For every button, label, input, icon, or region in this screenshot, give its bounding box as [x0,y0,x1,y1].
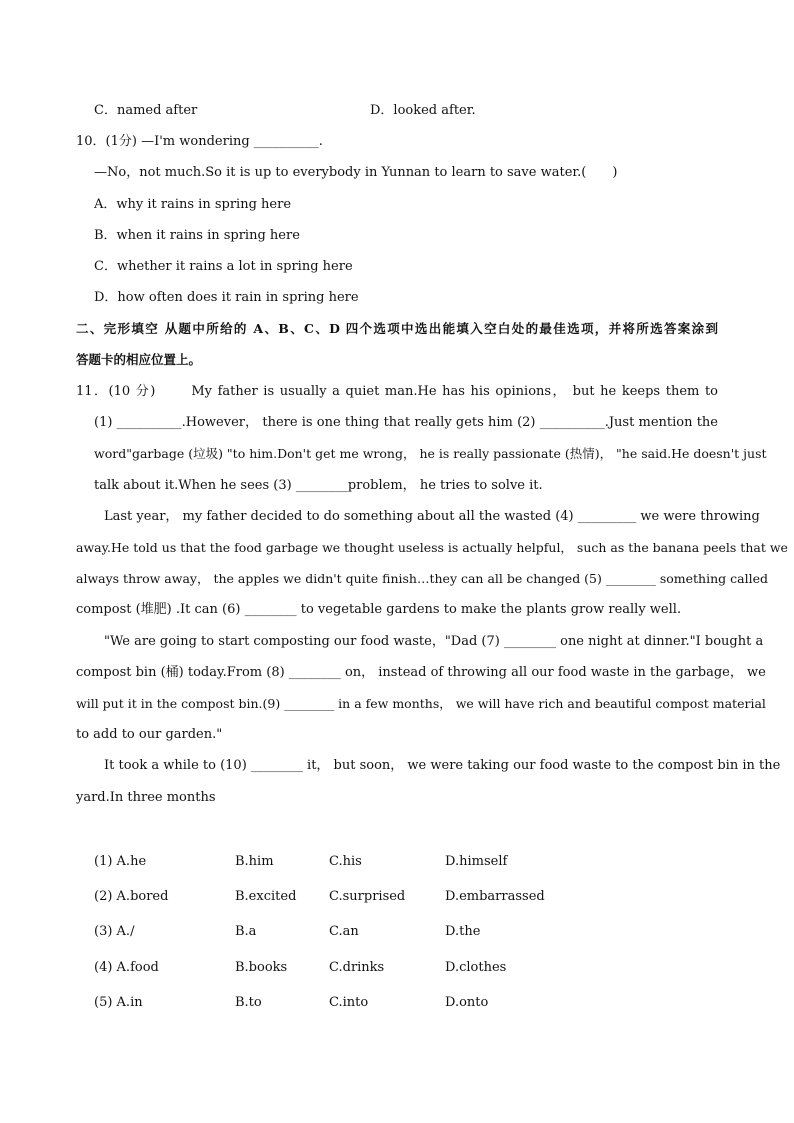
q10-option-a: A．why it rains in spring here [94,197,292,212]
choice-3-d: D.the [445,924,481,939]
passage-line-13: It took a while to (10) ________ it， but soon， we were taking our food waste to the compost bin in the [104,758,781,773]
passage-line-7: always throw away， the apples we didn't quite finish…they can all be changed (5) ________ something called [76,571,768,586]
choice-4-c: C.drinks [329,960,385,975]
choice-2-b: B.excited [235,889,297,904]
choice-3-b: B.a [235,924,257,939]
passage-line-12: to add to our garden." [76,727,223,742]
q9-option-d: D．looked after. [370,103,476,118]
choice-3-c: C.an [329,924,359,939]
passage-line-2: (1) __________.However， there is one thing that really gets him (2) __________.Just mention the [94,415,718,430]
choice-1-d: D.himself [445,854,508,869]
choice-4-d: D.clothes [445,960,507,975]
section-heading-line2: 答题卡的相应位置上。 [76,352,202,367]
passage-line-10: compost bin (桶) today.From (8) ________ on， instead of throwing all our food waste in the garbage， we [76,665,766,680]
choice-1-b: B.him [235,854,274,869]
q9-option-c: C．named after [94,103,198,118]
choice-4-b: B.books [235,960,288,975]
passage-line-4: talk about it.When he sees (3) ________problem， he tries to solve it. [94,478,543,493]
choice-5-c: C.into [329,995,369,1010]
choice-2-c: C.surprised [329,889,406,904]
choice-5-a: (5) A.in [94,995,143,1010]
q10-reply: —No，not much.So it is up to everybody in Yunnan to learn to save water.( ) [94,165,618,180]
choice-1-a: (1) A.he [94,854,147,869]
passage-line-11: will put it in the compost bin.(9) ________ in a few months， we will have rich and beautiful compost material [76,696,766,711]
choice-3-a: (3) A./ [94,924,135,939]
q10-option-c: C．whether it rains a lot in spring here [94,259,353,274]
passage-line-9: "We are going to start composting our food waste，"Dad (7) ________ one night at dinner."I bought a [104,634,764,649]
q10-stem: 10．(1分) —I'm wondering __________. [76,134,323,149]
section-heading-line1: 二、完形填空 从题中所给的 A、B、C、D 四个选项中选出能填入空白处的最佳选项，并将所选答案涂到 [76,321,718,336]
choice-5-b: B.to [235,995,262,1010]
choice-4-a: (4) A.food [94,960,159,975]
passage-line-6: away.He told us that the food garbage we thought useless is actually helpful， such as the banana peels that we [76,540,788,555]
passage-line-8: compost (堆肥) .It can (6) ________ to vegetable gardens to make the plants grow really well. [76,602,682,617]
q10-option-b: B．when it rains in spring here [94,228,300,243]
passage-line-1: 11．(10 分) My father is usually a quiet man.He has his opinions， but he keeps them to [76,384,718,399]
choice-5-d: D.onto [445,995,489,1010]
passage-line-3: word"garbage (垃圾) "to him.Don't get me wrong， he is really passionate (热情)， "he said.He doesn't just [94,446,767,461]
choice-1-c: C.his [329,854,362,869]
passage-line-14: yard.In three months [76,790,216,805]
choice-2-a: (2) A.bored [94,889,169,904]
choice-2-d: D.embarrassed [445,889,545,904]
q10-option-d: D．how often does it rain in spring here [94,290,359,305]
passage-line-5: Last year， my father decided to do something about all the wasted (4) _________ we were throwing [104,509,760,524]
